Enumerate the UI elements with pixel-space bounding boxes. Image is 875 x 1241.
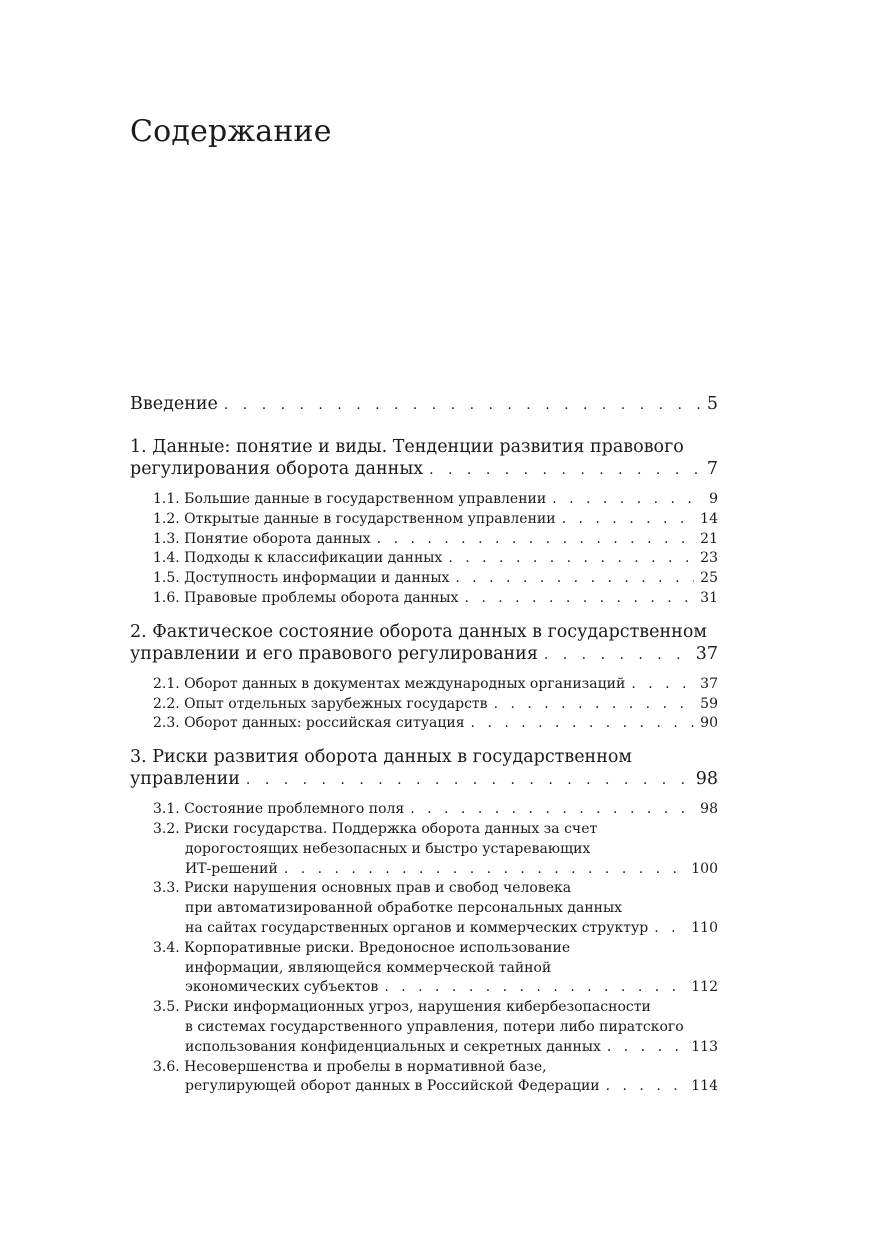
toc-page-number: 90 [700, 715, 718, 732]
dot-leader [654, 919, 685, 939]
toc-section-3-2[interactable] [153, 820, 718, 879]
toc-section-title-cont: дорогостоящих небезопасных и быстро устаревающих [185, 840, 591, 857]
toc-section-title: 1.1. Большие данные в государственном управлении [153, 491, 547, 507]
toc-section-3-5[interactable] [153, 998, 718, 1057]
toc-section-title: 3.4. Корпоративные риски. Вредоносное использование [153, 939, 571, 956]
toc-section-title: 2.2. Опыт отдельных зарубежных государств [153, 695, 488, 712]
toc-page-number: 31 [700, 589, 718, 606]
toc-section-title-cont: использования конфиденциальных и секретных данных [185, 1038, 601, 1055]
toc-section-title: 1.4. Подходы к классификации данных [153, 550, 443, 567]
toc-section-title: 3.5. Риски информационных угроз, нарушения кибербезопасности [153, 999, 651, 1016]
toc-chapter-1[interactable] [130, 436, 718, 481]
toc-page-number: 5 [706, 394, 718, 414]
toc-chapter-2[interactable] [130, 621, 718, 666]
toc-section-2-3[interactable] [153, 714, 718, 734]
toc-chapter-title-cont: управлении [130, 769, 240, 790]
toc-section-title-cont: в системах государственного управления, потери либо пиратского [185, 1018, 684, 1035]
toc-chapter-title: 3. Риски развития оборота данных в государственном [130, 747, 633, 768]
toc-page-number: 110 [691, 919, 718, 936]
toc-section-title: 3.2. Риски государства. Поддержка оборота данных за счет [153, 820, 598, 837]
toc-sections-2 [153, 675, 718, 734]
toc-section-title-cont: на сайтах государственных органов и коммерческих структур [185, 919, 649, 936]
toc-section-title-cont: при автоматизированной обработке персональных данных [185, 900, 623, 917]
toc-chapter-title-cont: регулирования оборота данных [130, 459, 424, 479]
dot-leader [552, 490, 703, 510]
toc-section-title: 1.5. Доступность информации и данных [153, 570, 450, 587]
toc-page-number: 23 [700, 550, 718, 567]
toc-section-1-1[interactable] [153, 490, 718, 510]
toc-section-title-cont: информации, являющейся коммерческой тайной [185, 959, 552, 976]
toc-page-number: 98 [700, 801, 718, 818]
toc-chapter-title-cont: управлении и его правового регулирования [130, 643, 538, 664]
toc-section-title: 3.3. Риски нарушения основных прав и свобод человека [153, 880, 572, 897]
table-of-contents [130, 393, 718, 1097]
toc-entry-title: Введение [130, 394, 218, 414]
toc-section-2-1[interactable] [153, 675, 718, 695]
toc-section-3-6[interactable] [153, 1058, 718, 1098]
dot-leader [448, 549, 694, 569]
dot-leader [377, 530, 695, 550]
dot-leader [284, 860, 685, 880]
toc-page-number: 21 [700, 530, 718, 547]
dot-leader [464, 589, 694, 609]
toc-entry-intro[interactable] [130, 393, 718, 416]
toc-page-number: 100 [691, 860, 718, 877]
toc-section-1-6[interactable] [153, 589, 718, 609]
toc-chapter-3[interactable] [130, 746, 718, 791]
toc-page-number: 113 [691, 1038, 718, 1055]
toc-section-title-cont: экономических субъектов [185, 979, 379, 996]
toc-section-3-3[interactable] [153, 879, 718, 938]
toc-chapter-title: 2. Фактическое состояние оборота данных в государственном [130, 621, 707, 642]
toc-section-3-1[interactable] [153, 800, 718, 820]
toc-section-title: 2.3. Оборот данных: российская ситуация [153, 715, 465, 732]
toc-section-2-2[interactable] [153, 695, 718, 715]
toc-page-number: 59 [700, 695, 718, 712]
toc-section-3-4[interactable] [153, 939, 718, 998]
dot-leader [224, 394, 701, 416]
dot-leader [384, 978, 685, 998]
toc-page-number: 114 [691, 1078, 718, 1095]
dot-leader [471, 714, 695, 734]
toc-page-number: 98 [695, 769, 718, 790]
dot-leader [429, 459, 701, 481]
toc-page-number: 7 [706, 459, 718, 479]
page-title: Содержание [130, 114, 332, 149]
dot-leader [607, 1038, 685, 1058]
toc-section-title: 2.1. Оборот данных в документах международных организаций [153, 675, 626, 692]
toc-sections-3 [153, 800, 718, 1097]
toc-section-1-4[interactable] [153, 549, 718, 569]
toc-page-number: 25 [700, 570, 718, 587]
toc-section-title: 1.2. Открытые данные в государственном управлении [153, 510, 556, 527]
toc-section-title: 1.3. Понятие оборота данных [153, 530, 371, 547]
dot-leader [494, 695, 695, 715]
toc-page-number: 37 [700, 675, 718, 692]
toc-section-title-cont: регулирующей оборот данных в Российской Федерации [185, 1078, 600, 1095]
dot-leader [544, 644, 690, 666]
toc-section-title: 1.6. Правовые проблемы оборота данных [153, 589, 459, 606]
toc-section-1-5[interactable] [153, 569, 718, 589]
dot-leader [562, 510, 695, 530]
toc-sections-1 [153, 490, 718, 609]
dot-leader [246, 769, 690, 791]
toc-page-number: 37 [695, 643, 718, 664]
toc-section-1-3[interactable] [153, 530, 718, 550]
toc-page-number: 112 [691, 979, 718, 996]
toc-chapter-title: 1. Данные: понятие и виды. Тенденции развития правового [130, 437, 684, 457]
dot-leader [410, 800, 694, 820]
toc-section-title: 3.6. Несовершенства и пробелы в нормативной базе, [153, 1058, 547, 1075]
dot-leader [606, 1077, 686, 1097]
toc-section-1-2[interactable] [153, 510, 718, 530]
dot-leader [631, 675, 694, 695]
toc-page-number: 9 [709, 491, 718, 507]
dot-leader [455, 569, 694, 589]
toc-section-title-cont: ИТ-решений [185, 860, 278, 877]
toc-page-number: 14 [700, 510, 718, 527]
toc-section-title: 3.1. Состояние проблемного поля [153, 801, 405, 818]
